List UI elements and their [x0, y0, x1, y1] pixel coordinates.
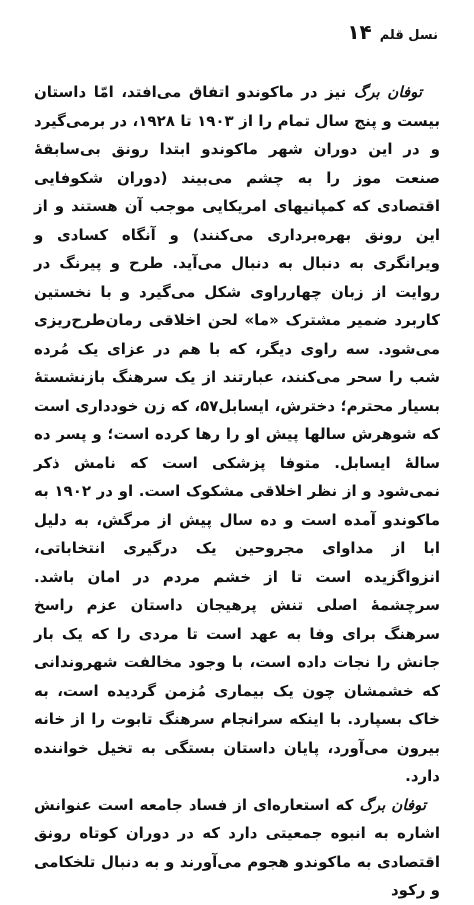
body-text [34, 78, 440, 905]
paragraph-2-text: که استعاره‌ای از فساد جامعه است عنوانش اشاره به انبوه جمعیتی دارد که در دوران کوتاه رونق اقتصادی به ماکوندو هجوم می‌آورند و به دنبال تلخکامی و رکود [34, 795, 440, 899]
paragraph-1-title: توفان برگ [353, 83, 422, 101]
running-head: نسل قلم [379, 28, 438, 43]
paragraph-2-title: توفان برگ [359, 795, 426, 814]
paragraph-2 [34, 791, 440, 905]
paragraph-1 [34, 78, 440, 791]
page-number: ۱۴ [347, 20, 372, 44]
paragraph-1-text: نیز در ماکوندو اتفاق می‌افتد، امّا داستان بیست و پنج سال تمام را از ۱۹۰۳ تا ۱۹۲۸، در برمی‌گیرد و در این دوران شهر ماکوندو ابتدا رونق بی‌سابقهٔ صنعت موز را به چشم می‌بیند (دوران شکوفایی اقتصادی که کمپانیهای امریکایی موجب آن هستند و از این رونق بهره‌برداری می‌کنند) و آنگاه کسادی و ویرانگری به دنبال به دنبال می‌آید. طرح و پیرنگ در روایت از زبان چهارراوی شکل می‌گیرد و با نخستین کاربرد ضمیر مشترک «ما» لحن اخلاقی رمان‌طرح‌ریزی می‌شود. سه راوی دیگر، که با هم در عزای یک مُرده شب را سحر می‌کنند، عبارتند از یک سرهنگ بازنشستهٔ بسیار محترم؛ دخترش، ایسابل۵۷، که زن خودداری است که شوهرش سالها پیش او را رها کرده است؛ و پسر ده سالهٔ ایسابل. متوفا پزشکی است که نامش ذکر نمی‌شود و از نظر اخلاقی مشکوک است. او در ۱۹۰۲ به ماکوندو آمده است و ده سال پیش از مرگش، به دلیل ابا از مداوای مجروحین یک درگیری انتخاباتی، انزواگزیده است تا از خشم مردم در امان باشد. سرچشمهٔ اصلی تنش پرهیجان داستان عزم راسخ سرهنگ برای وفا به عهد است تا مردی را که یک بار جانش را نجات داده است، با وجود مخالفت شهروندانی که خشمشان چون یک بیماری مُزمن گردیده است، به خاک بسپارد. با اینکه سرانجام سرهنگ تابوت را از خانه بیرون می‌آورد، پایان داستان بستگی به تخیل خواننده دارد. [34, 83, 441, 785]
page-header [347, 22, 438, 42]
